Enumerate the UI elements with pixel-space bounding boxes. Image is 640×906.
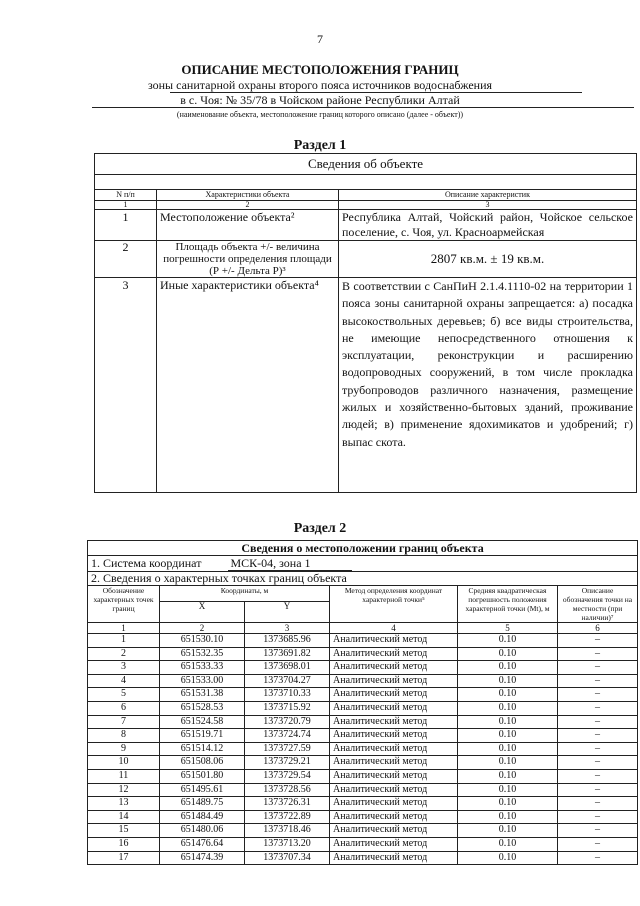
coord-x: 651533.33 [160,661,245,675]
col-header-coords: Координаты, м [160,586,330,602]
point-description: – [558,851,638,865]
point-description: – [558,797,638,811]
point-number: 17 [88,851,160,865]
col-header-y: Y [245,602,330,623]
col-number: 1 [95,201,157,210]
table-row [88,810,638,824]
document-subtitle-line1: зоны санитарной охраны второго пояса источников водоснабжения [147,78,493,92]
coord-x: 651495.61 [160,783,245,797]
object-info-table [94,153,637,493]
coord-x: 651501.80 [160,769,245,783]
point-description: – [558,688,638,702]
coord-y: 1373729.54 [245,769,330,783]
coord-y: 1373698.01 [245,661,330,675]
point-number: 4 [88,674,160,688]
table-row [88,837,638,851]
table-row [88,756,638,770]
table-row [88,783,638,797]
coord-y: 1373710.33 [245,688,330,702]
coord-x: 651532.35 [160,647,245,661]
error: 0.10 [458,837,558,851]
table-row [88,701,638,715]
coord-x: 651530.10 [160,634,245,648]
document-title: ОПИСАНИЕ МЕСТОПОЛОЖЕНИЯ ГРАНИЦ [181,62,459,77]
col-header-characteristic: Характеристики объекта [157,190,339,201]
point-description: – [558,701,638,715]
col-header-method: Метод определения координат характерной точки⁵ [330,586,458,623]
document-subtitle-line2: в с. Чоя: № 35/78 в Чойском районе Республики Алтай [180,93,460,107]
method: Аналитический метод [330,810,458,824]
point-number: 1 [88,634,160,648]
table-row [88,769,638,783]
point-description: – [558,715,638,729]
table-spacer [95,175,637,190]
error: 0.10 [458,729,558,743]
boundary-points-table [87,540,638,865]
col-number: 3 [245,623,330,634]
point-number: 5 [88,688,160,702]
method: Аналитический метод [330,661,458,675]
row-description: В соответствии с СанПиН 2.1.4.1110-02 на территории 1 пояса зоны санитарной охраны запрещается: а) посадка высокоствольных деревьев; б) все виды строительства, не имеющие непосредственного отношения к эксплуатации, реконструкции и расширению водопроводных сооружений, в том числе прокладка трубопроводов различного назначения, размещение жилых и хозяйственно-бытовых зданий, проживание людей; в) применение ядохимикатов и удобрений; г) выпас скота. [339,278,637,493]
coord-x: 651533.00 [160,674,245,688]
coord-x: 651480.06 [160,824,245,838]
method: Аналитический метод [330,824,458,838]
coord-y: 1373707.34 [245,851,330,865]
point-number: 11 [88,769,160,783]
coord-y: 1373685.96 [245,634,330,648]
table-row [88,674,638,688]
table-row [88,634,638,648]
coord-y: 1373715.92 [245,701,330,715]
point-number: 12 [88,783,160,797]
col-number: 3 [339,201,637,210]
coord-y: 1373724.74 [245,729,330,743]
point-description: – [558,783,638,797]
point-number: 7 [88,715,160,729]
coord-x: 651474.39 [160,851,245,865]
error: 0.10 [458,824,558,838]
boundary-table-title: Сведения о местоположении границ объекта [88,541,638,556]
method: Аналитический метод [330,769,458,783]
coord-x: 651476.64 [160,837,245,851]
section1-heading: Раздел 1 [293,138,347,153]
error: 0.10 [458,701,558,715]
point-description: – [558,810,638,824]
coord-y: 1373727.59 [245,742,330,756]
point-description: – [558,769,638,783]
method: Аналитический метод [330,634,458,648]
coordinate-system-label: 1. Система координат [91,556,202,570]
method: Аналитический метод [330,701,458,715]
error: 0.10 [458,769,558,783]
row-characteristic: Площадь объекта +/- величина погрешности определения площади (Р +/- Дельта Р)³ [157,241,339,278]
error: 0.10 [458,797,558,811]
table-row [88,715,638,729]
table-row [88,661,638,675]
table-row [88,797,638,811]
row-characteristic: Местоположение объекта² [157,210,339,241]
section2-heading: Раздел 2 [293,521,347,536]
table-row [88,729,638,743]
coord-x: 651514.12 [160,742,245,756]
point-description: – [558,674,638,688]
coord-x: 651528.53 [160,701,245,715]
point-number: 13 [88,797,160,811]
row-number: 3 [95,278,157,493]
error: 0.10 [458,647,558,661]
point-description: – [558,756,638,770]
error: 0.10 [458,715,558,729]
coord-y: 1373726.31 [245,797,330,811]
point-number: 9 [88,742,160,756]
error: 0.10 [458,810,558,824]
row-number: 1 [95,210,157,241]
error: 0.10 [458,674,558,688]
method: Аналитический метод [330,797,458,811]
col-number: 6 [558,623,638,634]
coord-y: 1373691.82 [245,647,330,661]
row-characteristic: Иные характеристики объекта⁴ [157,278,339,493]
point-description: – [558,661,638,675]
points-label: 2. Сведения о характерных точках границ объекта [88,572,638,586]
method: Аналитический метод [330,851,458,865]
subtitle-note: (наименование объекта, местоположение границ которого описано (далее - объект)) [176,110,464,119]
method: Аналитический метод [330,688,458,702]
coord-x: 651531.38 [160,688,245,702]
point-description: – [558,647,638,661]
table-row [95,241,637,278]
table-row [88,824,638,838]
point-description: – [558,729,638,743]
point-description: – [558,837,638,851]
coord-y: 1373713.20 [245,837,330,851]
method: Аналитический метод [330,674,458,688]
coord-x: 651484.49 [160,810,245,824]
coord-x: 651508.06 [160,756,245,770]
table-row [88,851,638,865]
coord-y: 1373718.46 [245,824,330,838]
col-header-num: N п/п [95,190,157,201]
coord-y: 1373728.56 [245,783,330,797]
point-number: 6 [88,701,160,715]
coord-x: 651519.71 [160,729,245,743]
error: 0.10 [458,756,558,770]
error: 0.10 [458,661,558,675]
point-number: 8 [88,729,160,743]
coord-x: 651489.75 [160,797,245,811]
point-number: 2 [88,647,160,661]
method: Аналитический метод [330,715,458,729]
method: Аналитический метод [330,837,458,851]
coord-y: 1373720.79 [245,715,330,729]
table-row [95,278,637,493]
table-row [88,688,638,702]
method: Аналитический метод [330,783,458,797]
point-number: 15 [88,824,160,838]
point-description: – [558,634,638,648]
col-number: 2 [160,623,245,634]
col-header-description: Описание характеристик [339,190,637,201]
error: 0.10 [458,634,558,648]
coord-y: 1373704.27 [245,674,330,688]
object-info-title: Сведения об объекте [95,154,637,175]
point-number: 14 [88,810,160,824]
point-number: 3 [88,661,160,675]
method: Аналитический метод [330,742,458,756]
subtitle-underline-2 [92,107,634,108]
table-row [88,742,638,756]
row-number: 2 [95,241,157,278]
col-header-designation: Обозначение характерных точек границ [88,586,160,623]
col-header-error: Средняя квадратическая погрешность положения характерной точки (Mt), м [458,586,558,623]
table-row [95,210,637,241]
point-description: – [558,824,638,838]
error: 0.10 [458,688,558,702]
error: 0.10 [458,851,558,865]
point-description: – [558,742,638,756]
coordinate-system-value: МСК-04, зона 1 [228,556,352,571]
method: Аналитический метод [330,729,458,743]
table-row [88,647,638,661]
row-description: Республика Алтай, Чойский район, Чойское сельское поселение, с. Чоя, ул. Красноармейская [339,210,637,241]
method: Аналитический метод [330,647,458,661]
page-number: 7 [317,32,323,46]
col-number: 4 [330,623,458,634]
coord-y: 1373729.21 [245,756,330,770]
error: 0.10 [458,783,558,797]
col-header-x: X [160,602,245,623]
coord-y: 1373722.89 [245,810,330,824]
col-number: 2 [157,201,339,210]
point-number: 16 [88,837,160,851]
method: Аналитический метод [330,756,458,770]
col-header-point-description: Описание обозначения точки на местности (при наличии)⁷ [558,586,638,623]
col-number: 1 [88,623,160,634]
error: 0.10 [458,742,558,756]
point-number: 10 [88,756,160,770]
col-number: 5 [458,623,558,634]
coordinate-system [88,556,638,572]
coord-x: 651524.58 [160,715,245,729]
row-description: 2807 кв.м. ± 19 кв.м. [339,241,637,278]
